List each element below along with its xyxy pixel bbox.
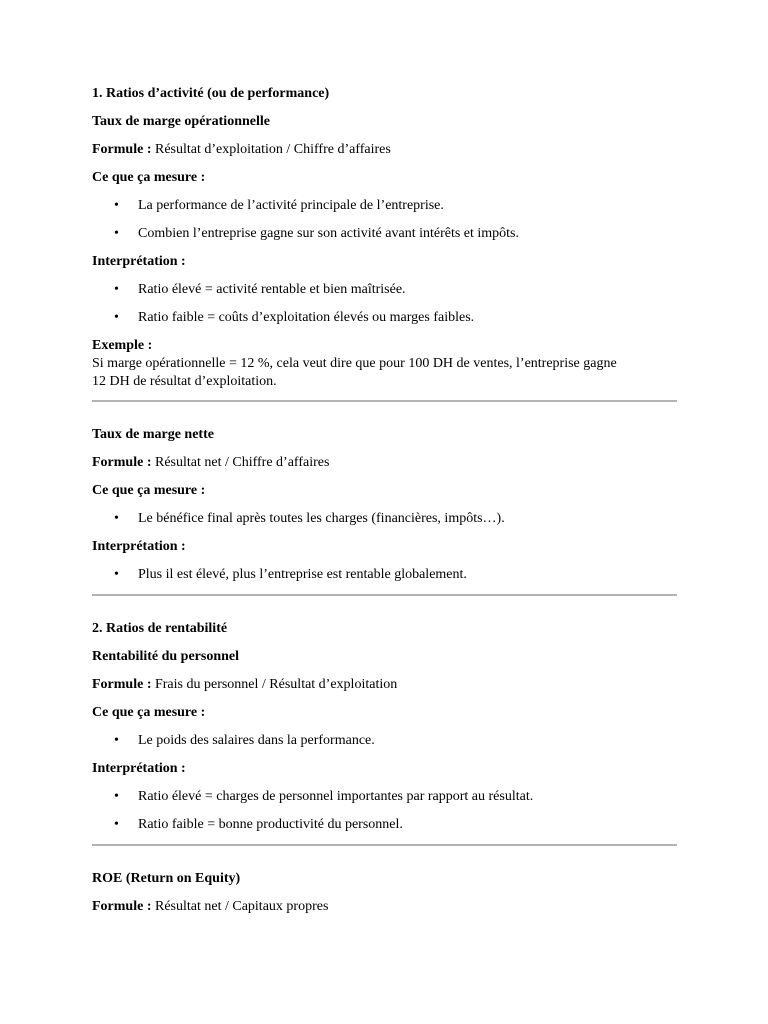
list-item [92,197,677,215]
interpretation-label: Interprétation : [92,761,186,776]
marge-operationnelle-title: Taux de marge opérationnelle [92,114,270,129]
marge-nette-formule [92,454,677,472]
list-item-text: Ratio élevé = charges de personnel importantes par rapport au résultat. [138,789,534,804]
exemple-text-line-1: Si marge opérationnelle = 12 %, cela veut dire que pour 100 DH de ventes, l’entreprise gagne [92,356,617,371]
block-marge-operationnelle [92,113,677,391]
list-item-text: Le bénéfice final après toutes les charges (financières, impôts…). [138,511,505,526]
rentabilite-personnel-title: Rentabilité du personnel [92,649,240,664]
exemple-text-line-2: 12 DH de résultat d’exploitation. [92,374,277,389]
formule-label: Formule : [92,677,152,692]
block-marge-nette [92,426,677,584]
section-1-heading: 1. Ratios d’activité (ou de performance) [92,86,330,101]
list-item-text: La performance de l’activité principale de l’entreprise. [138,198,444,213]
mesure-label: Ce que ça mesure : [92,483,206,498]
interpretation-list [92,788,677,834]
list-item-text: Le poids des salaires dans la performance. [138,733,375,748]
list-item-text: Combien l’entreprise gagne sur son activité avant intérêts et impôts. [138,226,520,241]
exemple-label: Exemple : [92,338,153,353]
bullet-icon: • [114,226,119,241]
divider [92,594,677,596]
list-item-text: Ratio faible = bonne productivité du personnel. [138,817,403,832]
mesure-list [92,197,677,243]
block-section-2 [92,620,677,834]
list-item [92,281,677,299]
formule-text: Résultat net / Chiffre d’affaires [154,455,330,470]
formule-label: Formule : [92,455,152,470]
list-item [92,309,677,327]
section-2-heading: 2. Ratios de rentabilité [92,621,228,636]
mesure-list [92,510,677,528]
formule-label: Formule : [92,899,152,914]
bullet-icon: • [114,282,119,297]
list-item [92,816,677,834]
document-page [92,85,677,916]
marge-nette-title: Taux de marge nette [92,427,214,442]
list-item-text: Plus il est élevé, plus l’entreprise est rentable globalement. [138,567,467,582]
bullet-icon: • [114,817,119,832]
formule-text: Résultat d’exploitation / Chiffre d’affaires [154,142,391,157]
interpretation-label: Interprétation : [92,254,186,269]
block-roe [92,870,677,916]
list-item-text: Ratio faible = coûts d’exploitation élevés ou marges faibles. [138,310,475,325]
list-item [92,732,677,750]
rentabilite-personnel-formule [92,676,677,694]
bullet-icon: • [114,511,119,526]
list-item-text: Ratio élevé = activité rentable et bien maîtrisée. [138,282,406,297]
formule-text: Frais du personnel / Résultat d’exploitation [154,677,398,692]
list-item [92,510,677,528]
bullet-icon: • [114,567,119,582]
bullet-icon: • [114,733,119,748]
mesure-label: Ce que ça mesure : [92,170,206,185]
interpretation-list [92,566,677,584]
mesure-label: Ce que ça mesure : [92,705,206,720]
divider [92,844,677,846]
list-item [92,225,677,243]
marge-operationnelle-formule [92,141,677,159]
roe-formule [92,898,677,916]
formule-text: Résultat net / Capitaux propres [154,899,329,914]
roe-title: ROE (Return on Equity) [92,871,241,886]
interpretation-list [92,281,677,327]
formule-label: Formule : [92,142,152,157]
bullet-icon: • [114,789,119,804]
bullet-icon: • [114,310,119,325]
list-item [92,788,677,806]
interpretation-label: Interprétation : [92,539,186,554]
divider [92,400,677,402]
bullet-icon: • [114,198,119,213]
list-item [92,566,677,584]
mesure-list [92,732,677,750]
